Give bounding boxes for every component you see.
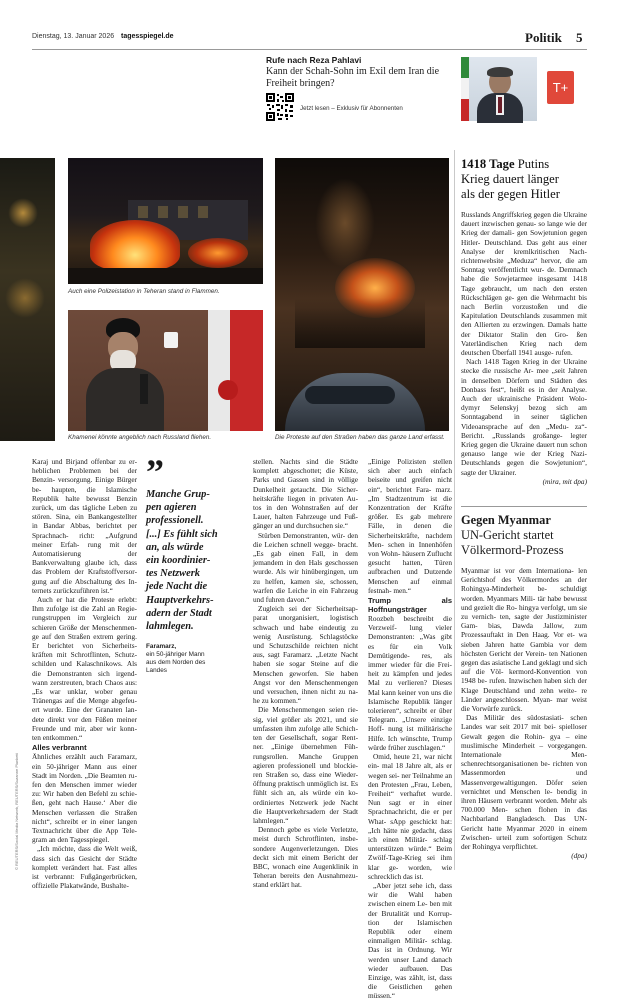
sidebar-divider bbox=[454, 150, 455, 870]
col3-para1: stellen. Nachts sind die Städte komplett abgeschottet; die Küste, Parks und Gassen sind in völlige Dunkelheit getaucht. Die Sicher- heitskräfte liegen in privaten Au- tos in den Wohnstraßen auf der Lauer, halten Fahrzeuge und Fuß- gänger an und durchsuchen sie.“ bbox=[253, 457, 358, 531]
section-title: Politik bbox=[525, 30, 562, 45]
photo-street-protests[interactable] bbox=[275, 158, 449, 431]
col1-para3: Ähnliches erzählt auch Faramarz, ein 50-jähriger Mann aus einer Stadt im Norden. „Die Beamten ru- fen den Menschen immer wieder zu: Wir haben den Befehl zu schie- ßen, geht nach Hause.‘ Aber die Menschen verlassen die Straßen nicht“, schreibt er in einer langen Textnachricht über die App Tele- gram an den Tagesspiegel. bbox=[32, 752, 137, 845]
promo-kicker: Rufe nach Reza Pahlavi bbox=[266, 55, 362, 65]
col1-para2: Auch er hat die Proteste erlebt: Ihm zufolge ist die Zahl an Regie- rungstruppen im Vergleich zur schieren Größe der Menschenmen- ge auf den Straßen extrem gering. Er berichtet von Sicherheits- kräften mit Schrotflinten, Schutz- schilden und Kalaschnikows. Als die Demonstranten sich irgend- wann zerstreuten, brach Chaos aus: „Es war unklar, wober genau Tränengas auf die Menge abgefeu- ert wurde. Eine der Granaten lan- dete direkt vor den Füßen meiner Freunde und mir, aber wir konn- ten entkommen.“ bbox=[32, 595, 137, 743]
sidebar1-para2: Nach 1418 Tagen Krieg in der Ukraine stecke die russische Ar- mee „seit Jahren in denselben Dörfern und Städten des Donbass fest“, heißt es in der Analyse. Auch der ukrainische Präsident Wolo- dymyr Selenskyj bezog sich am Sonntagabend in seiner täglichen Videoansprache auf den „Medu- za“-Bericht. „Russlands großange- legter Krieg gegen die Ukraine dauert nun schon genauso lange wie der Krieg Nazi-Deutschlands gegen die Sowjetunion“, sagte der Ukrainer. bbox=[461, 357, 588, 477]
col4-subhead: Trump als Hoffnungsträger bbox=[368, 596, 452, 615]
col4-para2: Roozbeh beschreibt die Verzweif- lung vieler Demonstranten: „Was gibt es für ein Volk Demütigende- res, als immer wieder für die Frei- heit zu kämpfen und jedes Mal zu verlieren? Dieses Mal kann keiner von uns die Islamische Republik länger tolerieren“, schreibt er über Telegram. „Unsere einzige Hoff- nung ist militärische Hilfe. Ich wünschte, Trump würde früher zuschlagen.“ bbox=[368, 614, 452, 752]
quote-text: Manche Grup- pen agieren professionell. [...] Es fühlt sich an, als würde ein koordinier- tes Netzwerk jede Nacht die Hauptverkehrs- adern der Stadt lahmlegen. bbox=[146, 489, 218, 633]
sidebar2-para1: Myanmar ist vor dem Internationa- len Gerichtshof des Völkermordes an der Rohingya-Minderheit be- schuldigt worden. Myanmars Mili- tär habe bewusst und gezielt die Ro- hingya verfolgt, um sie zu vernich- ten, sagte der Justizminister Gam- bias, Dawda Jallow, zum Prozessauftakt in Den Haag. Vor et- wa sieben Jahren hatte Gambia vor dem höchsten Gericht der Verein- ten Nationen gegen das asiatische Land geklagt und sich auf die Völ- kermord-Konvention von 1948 be- rufen. Inzwischen haben sich der Klage Deutschland und zehn weite- re Länder angeschlossen. Myan- mar weist die Vorwürfe zurück. bbox=[461, 566, 588, 714]
col3-para4: Die Menschenmengen seien rie- sig, viel größer als 2021, und sie umfassten ihm zufolge alle Schich- ten der Gesellschaft, sogar Rent- ner. „Einige übernehmen Füh- rungsrollen. Manche Gruppen agieren professionell und blockie- ren Straßen so, dass eine Wieder- öffnung praktisch unmöglich ist. Es fühlt sich an, als würde ein ko- ordiniertes Netzwerk jede Nacht die Hauptverkehrsadern der Stadt lahmlegen.“ bbox=[253, 705, 358, 825]
caption-protest: Die Proteste auf den Straßen haben das ganze Land erfasst. bbox=[275, 434, 445, 441]
pull-quote bbox=[146, 452, 244, 675]
site-label[interactable]: tagesspiegel.de bbox=[121, 33, 174, 40]
sidebar2-kicker: Gegen Myanmar bbox=[461, 513, 551, 527]
col3-para3: Zugleich sei der Sicherheitsap- parat unorganisiert, logistisch schwach und habe eindeutig zu wenig Ausrüstung. Schlagstöcke und Schutzschilde reichten nicht aus, sagt Faramarz. „Letzte Nacht haben sie sogar Steine auf die Menschen geworfen. Sie haben Angst vor den Menschenmengen und versuchen, ihnen nicht zu na- he zu kommen.“ bbox=[253, 604, 358, 706]
article-column-3 bbox=[253, 457, 358, 890]
tplus-badge[interactable] bbox=[547, 71, 574, 104]
photo-credit bbox=[14, 753, 24, 870]
sidebar1-headline[interactable]: 1418 Tage Putins Krieg dauert länger als der gegen Hitler bbox=[461, 157, 560, 201]
col4-para4: „Aber jetzt sehe ich, dass wir die Wahl haben zwischen einem Le- ben mit der Brutalität und Korrup- tion der Islamischen Republik oder einem einmaligen Militär- schlag. Das ist in Ordnung. Wir werden unser Land danach wieder aufbauen. Das Einzige, was zählt, ist, dass die Geistlichen gehen müssen.“ bbox=[368, 880, 452, 1001]
quote-mark-icon: ” bbox=[146, 452, 164, 492]
photo-khamenei[interactable] bbox=[68, 310, 263, 431]
promo-box[interactable] bbox=[266, 55, 587, 125]
sidebar1-para1: Russlands Angriffskrieg gegen die Ukraine dauert inzwischen genau- so lange wie der Krieg der damali- gen Sowjetunion gegen Hitler- Deutschland. Das geht aus einer Analyse der kremlkritischen Nach- richtenwebsite „Meduza“ hervor, die am Sonntag veröffentlicht wur- de. Demnach habe die Sowjetarmee insgesamt 1418 Tage gebraucht, um nach den ersten Rückschlägen ge- gen die Wehrmacht bis nach Berlin vorzustoßen und die Kapitulation Deutschlands zusammen mit den Allierten zu erzwingen. Damals hatte der Diktator Stalin den Gro- ßen Vaterländischen Krieg nach dem deutschen Überfall 1941 ausge- rufen. bbox=[461, 210, 588, 358]
promo-headline-line1[interactable]: Kann der Schah-Sohn im Exil dem Iran die bbox=[266, 66, 440, 77]
col3-para2: Stürben Demonstranten, wür- den die Leichen schnell wegge- bracht. „Es gab einen Fall, in dem jemandem in den Hals geschossen wurde. Als wir hinübergingen, um zu helfen, kamen sie, schossen, warfen die Leiche in ein Fahrzeug und fuhren davon.“ bbox=[253, 530, 359, 605]
sidebar-story-putin bbox=[461, 157, 587, 486]
col3-para5: Dennoch gebe es viele Verletzte, meist durch Schrotflinten, insbe- sondere Augenverletzungen. Dies deckt sich mit einem Bericht der BBC, wonach eine Augenklinik in Teheran bereits den Ausnahmezu- stand erklärt hat. bbox=[253, 825, 358, 890]
caption-khamenei: Khamenei könnte angeblich nach Russland fliehen. bbox=[68, 434, 212, 441]
photo-credit-text: © REUTERS/Social Media Network, REUTERS/Suzanne Plunkett bbox=[14, 753, 19, 870]
sidebar2-headline[interactable]: UN-Gericht startet Völkermord-Prozess bbox=[461, 528, 564, 557]
tplus-badge-label: T+ bbox=[552, 80, 569, 95]
article-column-1 bbox=[32, 457, 137, 890]
photo-police-station-fire[interactable] bbox=[68, 158, 263, 284]
article-column-4 bbox=[368, 457, 452, 1001]
qr-code-icon[interactable] bbox=[266, 93, 294, 121]
sidebar1-body bbox=[461, 210, 587, 486]
promo-headline-line2[interactable]: Freiheit bringen? bbox=[266, 78, 335, 89]
header-rule bbox=[32, 49, 587, 50]
sidebar2-credit: (dpa) bbox=[571, 851, 587, 861]
col4-para1: „Einige Polizisten stellen sich aber auch einfach beiseite und greifen nicht ein“, berichtet Fara- marz. „Im Stadtzentrum ist die Konzentration der Kräfte größer. Es gab mehrere Fälle, in denen die Sicherheitskräfte, nachdem Men- schen in Innenhöfen von Wohn- häusern Zuflucht gesucht hatten, Türen aufbrachen und Dutzende Menschen auf einmal festnah- men.“ bbox=[368, 457, 453, 595]
col1-para1: Karaj und Birjand offenbar zu er- heblichen Problemen bei der Benzin- versorgung. Einige Bürger be- haupten, die Islamische Republik halte bewusst Benzin zurück, um das tägliche Leben zu stören. Sina, ein Bankangestellter in Bandar Abbas, berichtet per Sprachnach- richt: „Aufgrund meiner Erfah- rung mit der Automatisierung der Bankverwaltung glaube ich, dass das Problem der Kraftstoffversor- gung auf die Abschaltung des In- ternets zurückzuführen ist.“ bbox=[32, 457, 138, 595]
col4-para3: Omid, heute 21, war nicht ein- mal 18 Jahre alt, als er wegen sei- ner Teilnahme an den Protesten „Frau, Leben, Freiheit“ verhaftet wurde. Nun sagt er in einer Sprachnachricht, die er per What- sApp geschickt hat: „Ich hätte nie gedacht, dass ich einen Militär- schlag unterstützen würde.“ Beim Zwölf-Tage-Krieg sei ihm klar ge- worden, wie schrecklich das ist. bbox=[368, 752, 453, 881]
sidebar2-para2: Das Militär des südostasiati- schen Landes war seit 2017 mit bei- spielloser Gewalt gegen die Rohin- gya – eine muslimische Minderheit – vorgegangen. Internationale Men- schenrechtsorganisationen be- richten von Massenmorden und Massenvergewaltigungen. Döfer seien vernichtet und Menschen le- bendig in ihren Häusern verbrannt worden. Mehr als 700.000 Men- schen flohen in das Nachbarland Bangladesch. Das UN-Gericht hatte Myanmar 2020 in einem Zwischen- urteil zum sofortigen Schutz der Rohingya verpflichtet. bbox=[461, 713, 588, 852]
promo-cta[interactable]: Jetzt lesen – Exklusiv für Abonnenten bbox=[300, 105, 403, 112]
page-header bbox=[32, 30, 587, 46]
caption-fire: Auch eine Polizeistation in Teheran stand in Flammen. bbox=[68, 288, 220, 295]
date-label: Dienstag, 13. Januar 2026 bbox=[32, 33, 115, 40]
page-number: 5 bbox=[576, 30, 583, 45]
sidebar2-body bbox=[461, 566, 587, 861]
col1-para4: „Ich möchte, dass die Welt weiß, dass sich das Gesicht der Städte komplett verändert hat. Fast alles ist verbrannt: Fußgängerbrücken, offizielle Plakatwände, Bushalte- bbox=[32, 844, 137, 891]
sidebar-story-myanmar bbox=[461, 513, 587, 861]
promo-portrait bbox=[461, 57, 537, 121]
quote-attribution: Faramarz, ein 50-jähriger Mann aus dem Norden des Landes bbox=[146, 643, 206, 675]
sidebar-story-separator bbox=[461, 506, 587, 507]
sidebar1-credit: (mira, mit dpa) bbox=[542, 476, 587, 486]
photo-protest-left-strip bbox=[0, 158, 55, 441]
col1-subhead: Alles verbrannt bbox=[32, 743, 87, 753]
